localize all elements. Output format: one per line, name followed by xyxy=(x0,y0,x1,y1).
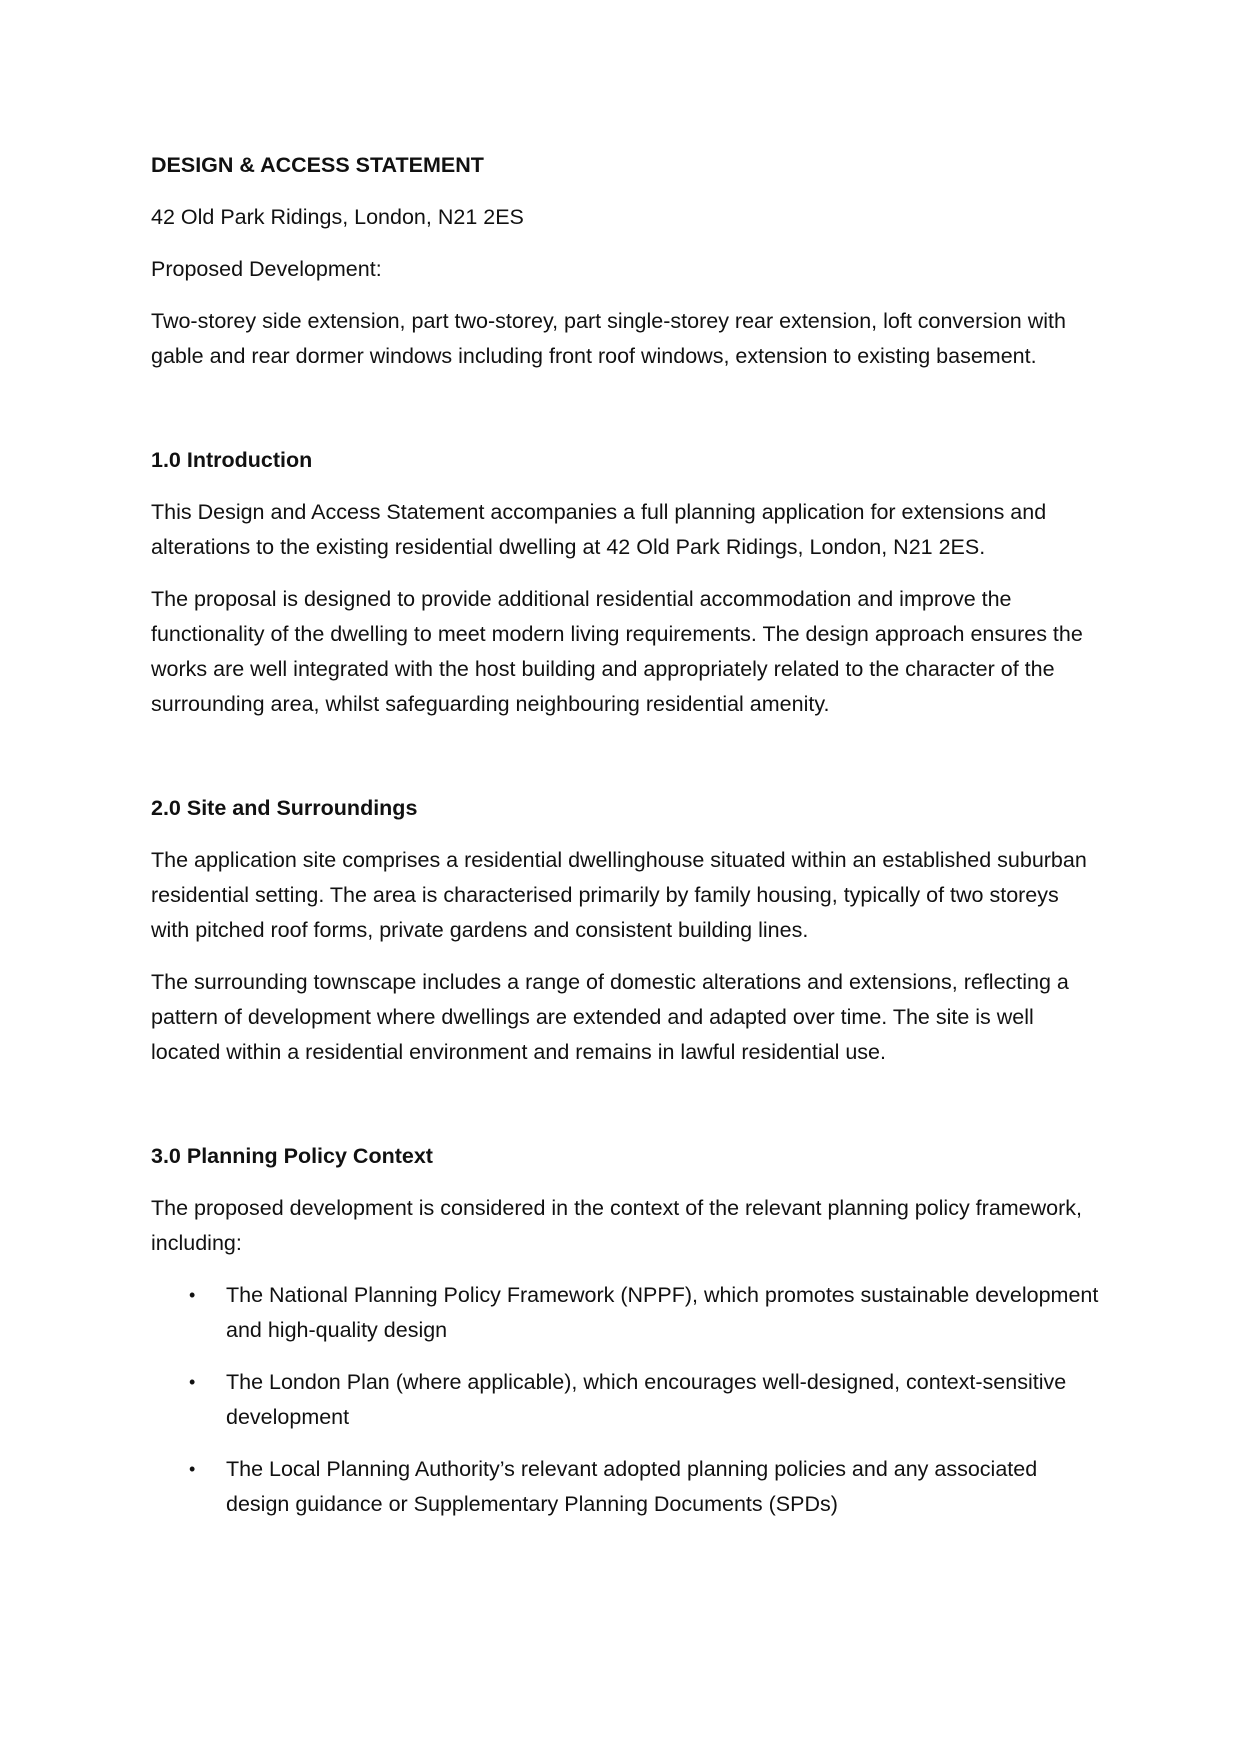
section-planning-policy-context xyxy=(151,1139,1101,1522)
list-item xyxy=(151,1452,1101,1522)
bullet-icon: • xyxy=(189,1372,196,1392)
proposed-development-label: Proposed Development: xyxy=(151,257,382,281)
list-item-text: The London Plan (where applicable), which encourages well-designed, context-sensitive development xyxy=(226,1370,1067,1429)
site-address: 42 Old Park Ridings, London, N21 2ES xyxy=(151,205,524,229)
paragraph: This Design and Access Statement accompanies a full planning application for extensions and alterations to the existing residential dwelling at 42 Old Park Ridings, London, N21 2ES. xyxy=(151,500,1047,559)
policy-list xyxy=(151,1278,1101,1522)
paragraph: The proposal is designed to provide additional residential accommodation and improve the functionality of the dwelling to meet modern living requirements. The design approach ensures the works are well integrated with the host building and appropriately related to the character of the surrounding area, whilst safeguarding neighbouring residential amenity. xyxy=(151,587,1083,716)
list-item xyxy=(151,1278,1101,1348)
paragraph: The application site comprises a residential dwellinghouse situated within an established suburban residential setting. The area is characterised primarily by family housing, typically of two storeys with pitched roof forms, private gardens and consistent building lines. xyxy=(151,848,1087,942)
section-heading: 1.0 Introduction xyxy=(151,448,313,472)
document-title: DESIGN & ACCESS STATEMENT xyxy=(151,153,484,177)
paragraph: The proposed development is considered in the context of the relevant planning policy framework, including: xyxy=(151,1196,1083,1255)
section-spacer xyxy=(151,739,1101,791)
list-item-text: The National Planning Policy Framework (NPPF), which promotes sustainable development and high-quality design xyxy=(226,1283,1099,1342)
list-item xyxy=(151,1365,1101,1435)
section-spacer xyxy=(151,1087,1101,1139)
paragraph: The surrounding townscape includes a range of domestic alterations and extensions, reflecting a pattern of development where dwellings are extended and adapted over time. The site is well located within a residential environment and remains in lawful residential use. xyxy=(151,970,1069,1064)
section-heading: 3.0 Planning Policy Context xyxy=(151,1144,433,1168)
document-page xyxy=(151,148,1101,1539)
list-item-text: The Local Planning Authority’s relevant adopted planning policies and any associated design guidance or Supplementary Planning Documents (SPDs) xyxy=(226,1457,1038,1516)
section-spacer xyxy=(151,391,1101,443)
bullet-icon: • xyxy=(189,1285,196,1305)
section-introduction xyxy=(151,443,1101,722)
bullet-icon: • xyxy=(189,1459,196,1479)
section-site-and-surroundings xyxy=(151,791,1101,1070)
proposal-description: Two-storey side extension, part two-storey, part single-storey rear extension, loft conversion with gable and rear dormer windows including front roof windows, extension to existing basement. xyxy=(151,309,1066,368)
section-heading: 2.0 Site and Surroundings xyxy=(151,796,418,820)
